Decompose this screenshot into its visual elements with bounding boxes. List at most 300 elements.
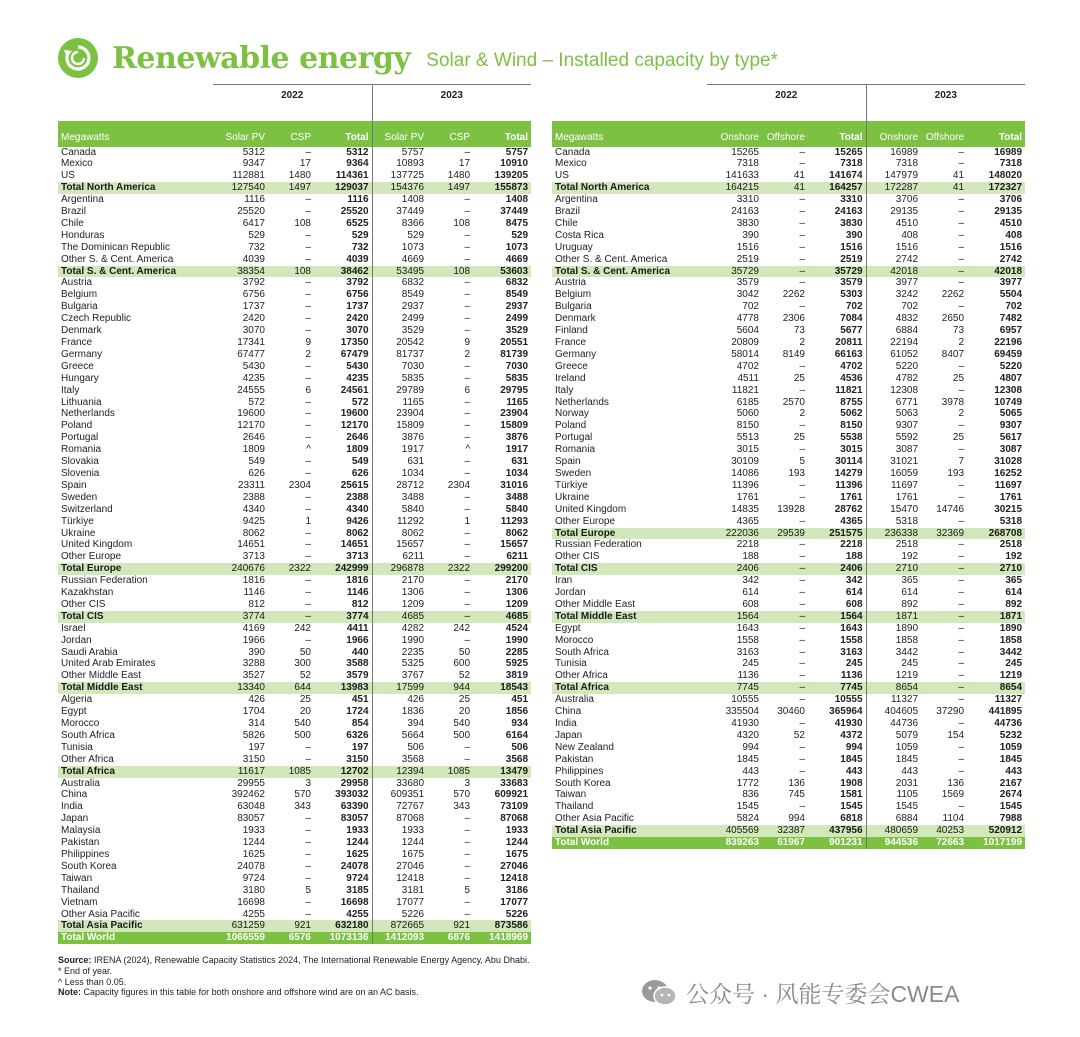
table-row xyxy=(58,301,531,313)
capacity-value: 245 xyxy=(1005,658,1023,670)
capacity-value: 10555 xyxy=(731,694,759,706)
capacity-value: – xyxy=(305,539,311,551)
table-row xyxy=(58,361,531,373)
table-row xyxy=(58,432,531,444)
capacity-value: 136 xyxy=(788,777,805,789)
table-row xyxy=(552,218,1025,230)
country-name: Other Asia Pacific xyxy=(555,813,634,825)
country-name: Egypt xyxy=(555,622,581,634)
capacity-value: – xyxy=(464,598,471,610)
country-name: Other CIS xyxy=(61,598,106,610)
country-name: Morocco xyxy=(555,634,594,646)
capacity-value: 87068 xyxy=(372,813,427,825)
table-row xyxy=(552,432,1025,444)
capacity-value: 1890 xyxy=(866,623,921,635)
capacity-value: – xyxy=(464,408,471,420)
capacity-value: 600 xyxy=(453,658,471,670)
capacity-value: 5757 xyxy=(372,147,427,159)
capacity-value: – xyxy=(799,241,805,253)
capacity-value: 1933 xyxy=(505,825,529,837)
country-name: Tunisia xyxy=(61,741,93,753)
table-row xyxy=(552,730,1025,742)
capacity-value: 1209 xyxy=(372,599,427,611)
capacity-value: 812 xyxy=(351,598,369,610)
capacity-value: 2262 xyxy=(941,289,965,301)
capacity-value: 702 xyxy=(742,301,759,313)
capacity-value: 9425 xyxy=(242,515,265,527)
capacity-value: 1569 xyxy=(941,789,965,801)
capacity-value: – xyxy=(958,420,965,432)
table-row xyxy=(552,647,1025,659)
capacity-value: 2937 xyxy=(372,301,427,313)
country-name: Spain xyxy=(555,456,581,468)
capacity-value: – xyxy=(464,503,471,515)
country-name: Philippines xyxy=(61,848,110,860)
capacity-value: 25 xyxy=(299,694,311,706)
capacity-value: 443 xyxy=(845,765,863,777)
capacity-value: 222036 xyxy=(707,528,762,540)
capacity-value: – xyxy=(799,515,805,527)
capacity-value: 1871 xyxy=(967,611,1025,623)
capacity-value: – xyxy=(305,206,311,218)
capacity-value: 3310 xyxy=(840,194,863,206)
capacity-value: 1073136 xyxy=(314,932,372,944)
country-name: Total Asia Pacific xyxy=(58,920,213,932)
capacity-value: 892 xyxy=(1005,598,1023,610)
capacity-value: – xyxy=(799,753,805,765)
capacity-value: 1761 xyxy=(736,491,759,503)
table-row xyxy=(552,361,1025,373)
capacity-value: 631 xyxy=(511,456,529,468)
capacity-value: 17077 xyxy=(372,897,427,909)
capacity-value: 37290 xyxy=(936,706,965,718)
capacity-value: – xyxy=(958,277,965,289)
capacity-value: 994 xyxy=(788,813,805,825)
capacity-value: 614 xyxy=(845,587,863,599)
country-name: Total Middle East xyxy=(58,682,213,694)
capacity-value: – xyxy=(958,479,965,491)
capacity-value: 1497 xyxy=(427,182,473,194)
capacity-value: 1116 xyxy=(347,194,369,206)
capacity-value: – xyxy=(958,598,965,610)
capacity-value: – xyxy=(305,860,311,872)
capacity-value: 631259 xyxy=(213,920,268,932)
capacity-value: – xyxy=(464,467,471,479)
capacity-value: 1990 xyxy=(372,635,427,647)
capacity-value: 1244 xyxy=(505,837,529,849)
col-header-total-2022: Total xyxy=(314,121,372,147)
capacity-value: 1146 xyxy=(346,587,369,599)
capacity-value: 335504 xyxy=(725,706,759,718)
capacity-value: 3087 xyxy=(866,444,921,456)
capacity-value: 25 xyxy=(952,372,965,384)
table-row xyxy=(58,825,531,837)
capacity-value: 13983 xyxy=(314,682,372,694)
capacity-value: 12170 xyxy=(237,420,265,432)
capacity-value: 1219 xyxy=(866,670,921,682)
capacity-value: – xyxy=(799,575,805,587)
capacity-value: – xyxy=(958,384,965,396)
capacity-value: 22194 xyxy=(866,337,921,349)
capacity-value: 6326 xyxy=(346,729,369,741)
capacity-value: 3488 xyxy=(505,491,529,503)
country-name: US xyxy=(61,170,75,182)
capacity-value: 42018 xyxy=(866,266,921,278)
capacity-value: 141633 xyxy=(725,170,759,182)
capacity-value: 2518 xyxy=(999,539,1023,551)
country-name: Russian Federation xyxy=(61,575,148,587)
country-name: Egypt xyxy=(61,706,87,718)
country-name: Total Europe xyxy=(552,528,707,540)
capacity-value: 5592 xyxy=(866,432,921,444)
capacity-value: – xyxy=(305,289,311,301)
table-row xyxy=(552,349,1025,361)
capacity-value: 17077 xyxy=(500,896,529,908)
table-row xyxy=(58,289,531,301)
capacity-value: 1516 xyxy=(999,241,1023,253)
capacity-value: 2710 xyxy=(866,563,921,575)
capacity-value: 53495 xyxy=(372,266,427,278)
capacity-value: 38354 xyxy=(213,266,268,278)
capacity-value: – xyxy=(464,253,471,265)
capacity-value: 1564 xyxy=(707,611,762,623)
country-name: South Africa xyxy=(61,729,115,741)
capacity-value: 1809 xyxy=(346,444,369,456)
capacity-value: 745 xyxy=(788,789,805,801)
capacity-value: 15657 xyxy=(500,539,529,551)
capacity-value: 5312 xyxy=(242,146,265,158)
capacity-value: 12394 xyxy=(372,766,427,778)
capacity-value: 812 xyxy=(248,598,265,610)
capacity-value: 1545 xyxy=(736,801,759,813)
capacity-value: 14835 xyxy=(731,503,759,515)
capacity-value: 12308 xyxy=(994,384,1023,396)
capacity-value: 1625 xyxy=(242,848,265,860)
capacity-value: 10555 xyxy=(834,694,863,706)
table-row xyxy=(58,254,531,266)
capacity-value: 6756 xyxy=(346,289,369,301)
table-row xyxy=(58,778,531,790)
table-row xyxy=(552,397,1025,409)
table-row xyxy=(552,754,1025,766)
capacity-value: – xyxy=(305,360,311,372)
capacity-value: 1858 xyxy=(866,635,921,647)
capacity-value: 4340 xyxy=(346,503,369,515)
col-header-csp-2022: CSP xyxy=(268,121,314,147)
capacity-value: 3015 xyxy=(840,444,863,456)
country-name: Brazil xyxy=(61,206,87,218)
capacity-value: 20811 xyxy=(835,337,863,348)
capacity-value: 2420 xyxy=(346,313,369,325)
capacity-value: – xyxy=(305,432,311,444)
country-name: Uruguay xyxy=(555,241,593,253)
source-note: Source: IRENA (2024), Renewable Capacity Statistics 2024, The International Renewable Energy Agency, Abu Dhabi. xyxy=(58,955,530,965)
country-name: Sweden xyxy=(555,467,592,479)
table-row xyxy=(552,289,1025,301)
capacity-value: – xyxy=(464,396,471,408)
capacity-value: 41 xyxy=(921,182,967,194)
capacity-value: 1073 xyxy=(372,242,427,254)
capacity-value: 1933 xyxy=(242,825,265,837)
capacity-value: – xyxy=(958,444,965,456)
capacity-value: – xyxy=(799,718,805,729)
capacity-value: 63048 xyxy=(237,801,265,813)
capacity-value: 644 xyxy=(268,682,314,694)
capacity-value: 1 xyxy=(464,515,471,527)
capacity-value: 1845 xyxy=(999,753,1023,765)
country-name: Jordan xyxy=(555,587,586,599)
capacity-value: – xyxy=(921,266,967,278)
capacity-value: 6876 xyxy=(427,932,473,944)
capacity-value: 30109 xyxy=(731,456,759,468)
capacity-value: – xyxy=(958,753,965,765)
country-name: Total Europe xyxy=(58,563,213,575)
capacity-value: 172287 xyxy=(866,182,921,194)
capacity-value: 23904 xyxy=(500,408,529,420)
capacity-value: 67477 xyxy=(237,348,265,360)
capacity-value: – xyxy=(958,301,965,313)
capacity-value: 3529 xyxy=(372,325,427,337)
capacity-value: 3978 xyxy=(941,396,965,408)
capacity-value: 2 xyxy=(305,348,311,360)
capacity-value: 5325 xyxy=(372,658,427,670)
capacity-value: – xyxy=(464,848,471,860)
region-total-row xyxy=(58,766,531,778)
country-name: Bulgaria xyxy=(61,301,98,313)
capacity-value: 18543 xyxy=(473,682,531,694)
capacity-value: 2406 xyxy=(707,563,762,575)
country-name: Germany xyxy=(61,348,103,360)
capacity-value: 5835 xyxy=(505,372,529,384)
capacity-value: 1412093 xyxy=(372,932,427,944)
solar-table-body xyxy=(58,147,531,945)
capacity-value: 702 xyxy=(845,301,863,313)
capacity-value: – xyxy=(464,741,471,753)
capacity-value: 529 xyxy=(372,230,427,242)
capacity-value: 192 xyxy=(1005,551,1023,563)
capacity-value: 17341 xyxy=(237,337,265,348)
capacity-value: – xyxy=(464,206,471,218)
capacity-value: 52 xyxy=(458,670,471,682)
world-total-row xyxy=(58,932,531,944)
capacity-value: 2388 xyxy=(242,491,265,503)
capacity-value: – xyxy=(799,479,805,491)
capacity-value: 1545 xyxy=(999,801,1023,813)
capacity-value: – xyxy=(958,539,965,551)
capacity-value: 872665 xyxy=(372,920,427,932)
capacity-value: – xyxy=(958,551,965,563)
country-name: Japan xyxy=(61,813,89,825)
capacity-value: 112881 xyxy=(232,170,265,182)
capacity-value: 11697 xyxy=(994,479,1023,491)
capacity-value: 28762 xyxy=(834,503,863,515)
capacity-value: 1966 xyxy=(242,634,265,646)
country-name: Austria xyxy=(61,277,93,289)
capacity-value: – xyxy=(958,491,965,503)
capacity-value: 1408 xyxy=(505,194,529,206)
capacity-value: 1558 xyxy=(840,634,863,646)
capacity-value: 1480 xyxy=(447,170,471,182)
capacity-value: 1165 xyxy=(372,397,427,409)
table-row xyxy=(552,694,1025,706)
capacity-value: – xyxy=(799,646,805,658)
capacity-value: 529 xyxy=(248,229,265,241)
country-name: France xyxy=(555,337,587,348)
capacity-value: 3 xyxy=(305,777,311,789)
country-name: Türkiye xyxy=(61,515,94,527)
capacity-value: 572 xyxy=(248,396,265,408)
capacity-value: 15470 xyxy=(866,504,921,516)
capacity-value: 570 xyxy=(453,789,471,801)
capacity-value: 3442 xyxy=(866,647,921,659)
capacity-value: 16989 xyxy=(994,146,1023,158)
capacity-value: 8755 xyxy=(840,396,863,408)
capacity-value: – xyxy=(799,253,805,265)
table-row xyxy=(58,492,531,504)
capacity-value: 426 xyxy=(372,694,427,706)
capacity-value: 147979 xyxy=(866,170,921,182)
capacity-value: 12418 xyxy=(500,872,529,884)
table-row xyxy=(58,813,531,825)
capacity-value: 38462 xyxy=(314,266,372,278)
capacity-value: – xyxy=(958,360,965,372)
capacity-value: 25 xyxy=(793,372,805,384)
capacity-value: 3 xyxy=(464,777,471,789)
capacity-value: 1990 xyxy=(505,634,529,646)
capacity-value: 9307 xyxy=(999,420,1023,432)
capacity-value: – xyxy=(305,587,311,599)
capacity-value: 6525 xyxy=(346,217,369,229)
capacity-value: 28712 xyxy=(372,480,427,492)
capacity-value: 15809 xyxy=(372,420,427,432)
capacity-value: 5513 xyxy=(736,432,759,444)
capacity-value: 408 xyxy=(1005,229,1023,241)
capacity-value: 8062 xyxy=(346,527,369,539)
capacity-value: – xyxy=(799,301,805,313)
capacity-value: 2499 xyxy=(505,313,529,325)
capacity-value: – xyxy=(305,241,311,253)
capacity-value: 2 xyxy=(799,337,805,348)
capacity-value: 1104 xyxy=(942,813,965,825)
capacity-value: 1059 xyxy=(866,742,921,754)
capacity-value: 108 xyxy=(268,266,314,278)
capacity-value: 1761 xyxy=(999,491,1023,503)
capacity-value: 1643 xyxy=(840,622,863,634)
capacity-value: – xyxy=(799,539,805,551)
table-row xyxy=(58,754,531,766)
capacity-value: 108 xyxy=(427,266,473,278)
capacity-value: – xyxy=(305,837,311,849)
capacity-value: 30215 xyxy=(994,503,1023,515)
country-name: Total Africa xyxy=(552,682,707,694)
table-row xyxy=(552,635,1025,647)
wechat-icon xyxy=(640,978,678,1008)
capacity-value: 7988 xyxy=(999,813,1023,825)
table-row xyxy=(58,170,531,182)
country-name: Ukraine xyxy=(61,527,96,539)
capacity-value: 20551 xyxy=(500,337,529,348)
country-name: Czech Republic xyxy=(61,313,132,325)
capacity-value: 188 xyxy=(845,551,863,563)
capacity-value: 4669 xyxy=(372,254,427,266)
capacity-value: 480659 xyxy=(866,825,921,837)
capacity-value: 61052 xyxy=(866,349,921,361)
capacity-value: 2 xyxy=(799,408,805,420)
capacity-value: 365 xyxy=(866,575,921,587)
table-row xyxy=(58,694,531,706)
capacity-value: – xyxy=(464,872,471,884)
capacity-value: 4255 xyxy=(242,908,265,920)
capacity-value: – xyxy=(799,622,805,634)
capacity-value: 5824 xyxy=(736,813,759,825)
capacity-value: 9347 xyxy=(242,158,265,170)
country-name: The Dominican Republic xyxy=(61,241,170,253)
capacity-value: 1737 xyxy=(242,301,265,313)
capacity-value: 3792 xyxy=(242,277,265,289)
capacity-value: 441895 xyxy=(988,706,1023,718)
capacity-value: – xyxy=(464,587,471,599)
country-name: Tunisia xyxy=(555,658,587,670)
capacity-value: 73 xyxy=(793,325,805,337)
table-row xyxy=(58,516,531,528)
capacity-value: 193 xyxy=(947,467,965,479)
capacity-value: 12170 xyxy=(340,420,369,432)
col-header-offshore-2022: Offshore xyxy=(762,121,808,147)
capacity-value: – xyxy=(305,848,311,860)
capacity-value: 20 xyxy=(299,706,311,718)
capacity-value: 2235 xyxy=(372,647,427,659)
capacity-value: 25 xyxy=(458,694,471,706)
capacity-value: 41930 xyxy=(834,718,863,729)
capacity-value: 3163 xyxy=(840,646,863,658)
capacity-value: 394 xyxy=(372,718,427,730)
capacity-value: 3767 xyxy=(372,670,427,682)
capacity-value: 2304 xyxy=(288,479,311,491)
capacity-value: 16059 xyxy=(866,468,921,480)
country-name: China xyxy=(555,706,582,718)
capacity-value: 5 xyxy=(464,884,471,896)
country-name: Pakistan xyxy=(555,753,594,765)
capacity-value: 500 xyxy=(294,729,311,741)
country-name: Russian Federation xyxy=(555,539,642,551)
country-name: Italy xyxy=(555,384,574,396)
capacity-value: 5538 xyxy=(840,432,863,444)
watermark-text: 公众号 · 风能专委会CWEA xyxy=(686,981,960,1007)
capacity-value: 2650 xyxy=(941,313,965,325)
table-row xyxy=(552,147,1025,159)
table-row xyxy=(58,277,531,289)
capacity-value: – xyxy=(464,860,471,872)
capacity-value: 31028 xyxy=(994,456,1023,468)
year-2023-header: 2023 xyxy=(866,85,1025,107)
capacity-value: 3310 xyxy=(736,194,759,206)
capacity-value: 164215 xyxy=(707,182,762,194)
capacity-value: 50 xyxy=(299,646,311,658)
capacity-value: 12702 xyxy=(314,766,372,778)
capacity-value: 245 xyxy=(866,658,921,670)
capacity-value: 5 xyxy=(305,884,311,896)
table-row xyxy=(552,325,1025,337)
capacity-value: – xyxy=(799,765,805,777)
capacity-value: – xyxy=(464,325,471,337)
capacity-value: 1675 xyxy=(505,848,529,860)
capacity-value: 27046 xyxy=(500,860,529,872)
capacity-value: 1845 xyxy=(866,754,921,766)
capacity-value: – xyxy=(799,420,805,432)
capacity-value: 5925 xyxy=(505,658,529,670)
capacity-value: 572 xyxy=(351,396,369,408)
capacity-value: – xyxy=(305,325,311,337)
